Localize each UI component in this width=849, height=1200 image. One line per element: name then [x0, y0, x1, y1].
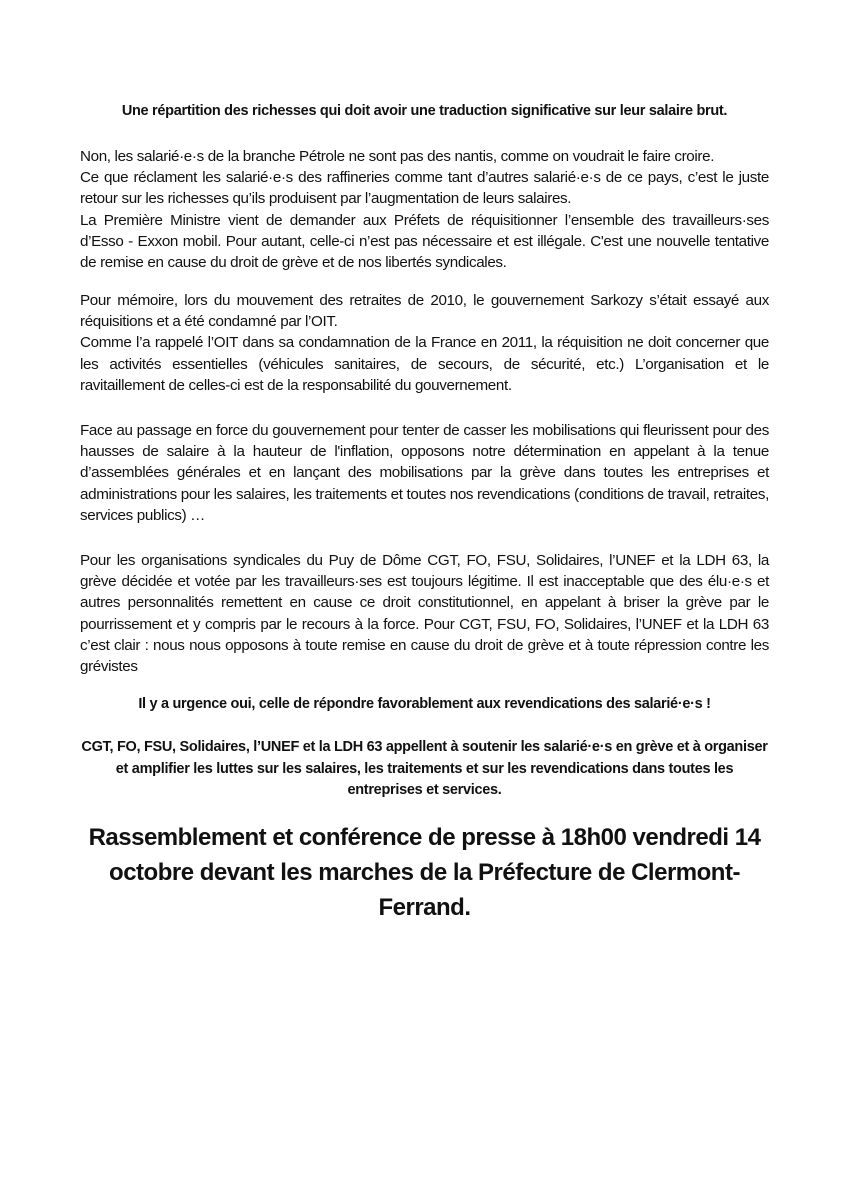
paragraph-3 [80, 420, 769, 526]
paragraph-1-sentence-2: Ce que réclament les salarié·e·s des raffineries comme tant d’autres salarié·e·s de ce pays, c’est le juste retour sur les richesses qu’ils produisent par l’augmentation de leurs salaires. [80, 169, 769, 208]
paragraph-1-sentence-3: La Première Ministre vient de demander aux Préfets de réquisitionner l’ensemble des travailleurs·ses d’Esso - Exxon mobil. Pour autant, celle-ci n’est pas nécessaire et est illégale. C'est une nouvelle tentative de remise en cause du droit de grève et de nos libertés syndicales. [80, 211, 769, 272]
urgency-statement: Il y a urgence oui, celle de répondre favorablement aux revendications des salarié·e·s ! [138, 696, 711, 712]
paragraph-4-text: Pour les organisations syndicales du Puy de Dôme CGT, FO, FSU, Solidaires, l’UNEF et la LDH 63, la grève décidée et votée par les travailleurs·ses est toujours légitime. Il est inacceptable que des élu·e·s et autres personnalités remettent en cause ce droit constitutionnel, en appelant à briser la grève par le pourrissement et y compris par le recours à la force. Pour CGT, FSU, FO, Solidaires, l’UNEF et la LDH 63 c’est clair : nous nous opposons à toute remise en cause du droit de grève et à toute répression contre les grévistes [80, 552, 769, 676]
paragraph-1 [80, 146, 769, 273]
paragraph-2-sentence-2: Comme l’a rappelé l’OIT dans sa condamnation de la France en 2011, la réquisition ne doit concerner que les activités essentielles (véhicules sanitaires, de secours, de sécurité, etc.) L’organisation et le ravitaillement de celles-ci est de la responsabilité du gouvernement. [80, 334, 769, 394]
paragraph-1-sentence-1: Non, les salarié·e·s de la branche Pétrole ne sont pas des nantis, comme on voudrait le faire croire. [80, 148, 715, 165]
document-title: Une répartition des richesses qui doit avoir une traduction significative sur leur salaire brut. [121, 103, 728, 119]
call-to-action: CGT, FO, FSU, Solidaires, l’UNEF et la LDH 63 appellent à soutenir les salarié·e·s en grève et à organiser et amplifier les luttes sur les salaires, les traitements et sur les revendications dans toutes les entreprises et services. [81, 739, 768, 798]
paragraph-2-sentence-1: Pour mémoire, lors du mouvement des retraites de 2010, le gouvernement Sarkozy s’était essayé aux réquisitions et a été condamné par l’OIT. [80, 292, 769, 331]
paragraph-2 [80, 290, 769, 396]
paragraph-3-text: Face au passage en force du gouvernement pour tenter de casser les mobilisations qui fleurissent pour des hausses de salaire à la hauteur de l'inflation, opposons notre détermination en appelant à la tenue d’assemblées générales et en lançant des mobilisations par la grève dans toutes les entreprises et administrations pour les salaires, les traitements et toutes nos revendications (conditions de travail, retraites, services publics) … [80, 422, 769, 524]
event-announcement: Rassemblement et conférence de presse à 18h00 vendredi 14 octobre devant les marches de la Préfecture de Clermont-Ferrand. [88, 824, 761, 921]
paragraph-4 [80, 550, 769, 677]
